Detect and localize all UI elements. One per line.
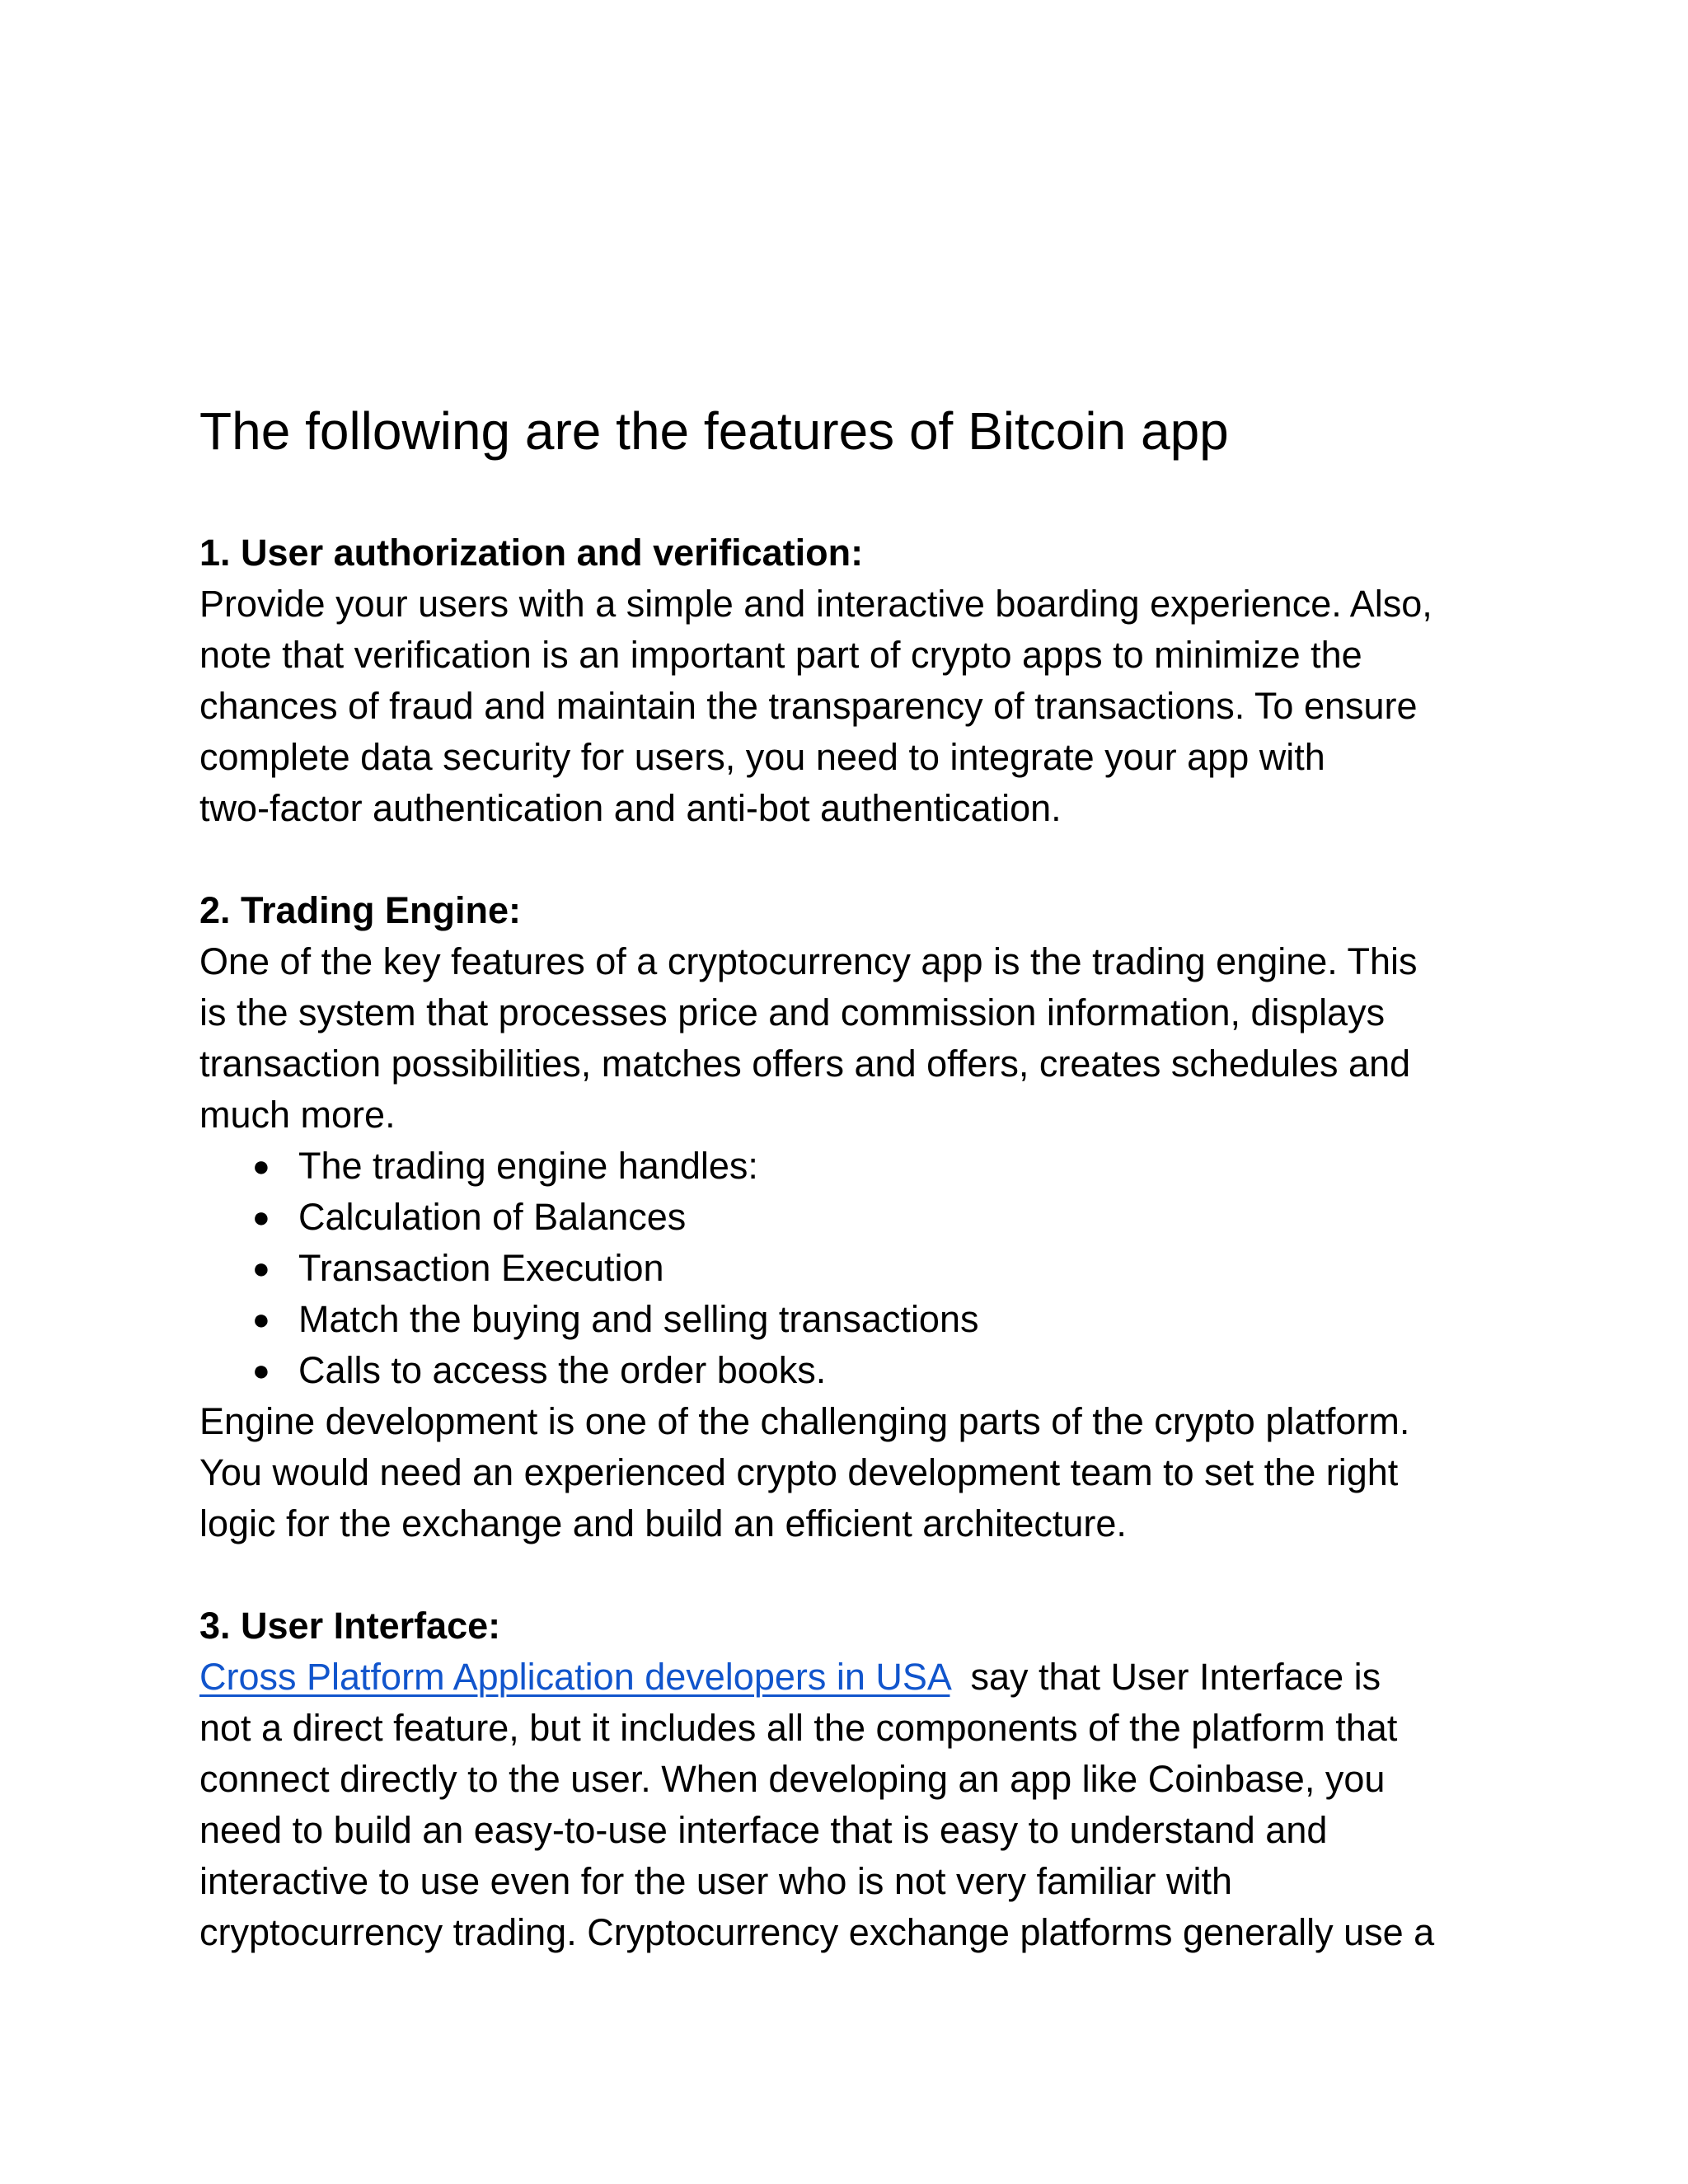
paragraph-line: chances of fraud and maintain the transparency of transactions. To ensure — [199, 685, 1418, 727]
cross-platform-developers-link[interactable]: Cross Platform Application developers in USA — [199, 1656, 950, 1698]
list-item — [199, 1192, 1535, 1243]
paragraph-line: interactive to use even for the user who is not very familiar with — [199, 1860, 1233, 1902]
spacer — [199, 1549, 1535, 1601]
list-item — [199, 1243, 1535, 1294]
paragraph-line: cryptocurrency trading. Cryptocurrency exchange platforms generally use a — [199, 1911, 1435, 1953]
bullet-icon: ● — [252, 1251, 270, 1285]
list-item-text: Match the buying and selling transactions — [298, 1298, 979, 1340]
paragraph-line: note that verification is an important part of crypto apps to minimize the — [199, 634, 1362, 676]
paragraph-line: transaction possibilities, matches offers and offers, creates schedules and — [199, 1043, 1411, 1085]
paragraph-line: One of the key features of a cryptocurrency app is the trading engine. This — [199, 940, 1418, 982]
bullet-icon: ● — [252, 1149, 270, 1183]
list-item — [199, 1345, 1535, 1396]
paragraph-line: Engine development is one of the challenging parts of the crypto platform. — [199, 1400, 1410, 1442]
paragraph-line: Provide your users with a simple and interactive boarding experience. Also, — [199, 583, 1432, 625]
section-heading-user-interface: 3. User Interface: — [199, 1605, 501, 1647]
list-item-text: Calls to access the order books. — [298, 1349, 827, 1391]
paragraph-line: is the system that processes price and commission information, displays — [199, 991, 1386, 1033]
link-tail-text: say that User Interface is — [950, 1656, 1381, 1698]
paragraph-line: two-factor authentication and anti-bot authentication. — [199, 787, 1062, 829]
paragraph-line: You would need an experienced crypto development team to set the right — [199, 1451, 1399, 1493]
list-item — [199, 1141, 1535, 1192]
list-item — [199, 1294, 1535, 1345]
list-item-text: The trading engine handles: — [298, 1145, 758, 1187]
bullet-icon: ● — [252, 1353, 270, 1387]
paragraph-line: not a direct feature, but it includes all the components of the platform that — [199, 1707, 1398, 1749]
page-title: The following are the features of Bitcoin app — [199, 401, 1229, 461]
paragraph-line: need to build an easy-to-use interface that is easy to understand and — [199, 1809, 1328, 1851]
list-item-text: Transaction Execution — [298, 1247, 664, 1289]
bullet-icon: ● — [252, 1200, 270, 1234]
document-body — [199, 394, 1535, 1958]
list-item-text: Calculation of Balances — [298, 1196, 687, 1238]
paragraph-line: much more. — [199, 1094, 396, 1136]
section-heading-user-authorization: 1. User authorization and verification: — [199, 532, 864, 574]
spacer — [199, 834, 1535, 885]
paragraph-line: connect directly to the user. When developing an app like Coinbase, you — [199, 1758, 1386, 1800]
paragraph-line: complete data security for users, you need to integrate your app with — [199, 736, 1325, 778]
bullet-icon: ● — [252, 1302, 270, 1336]
paragraph-line: logic for the exchange and build an efficient architecture. — [199, 1502, 1127, 1544]
spacer — [199, 468, 1535, 527]
paragraph-line-with-link — [199, 1652, 1535, 1703]
section-heading-trading-engine: 2. Trading Engine: — [199, 889, 522, 931]
bullet-list — [199, 1141, 1535, 1396]
